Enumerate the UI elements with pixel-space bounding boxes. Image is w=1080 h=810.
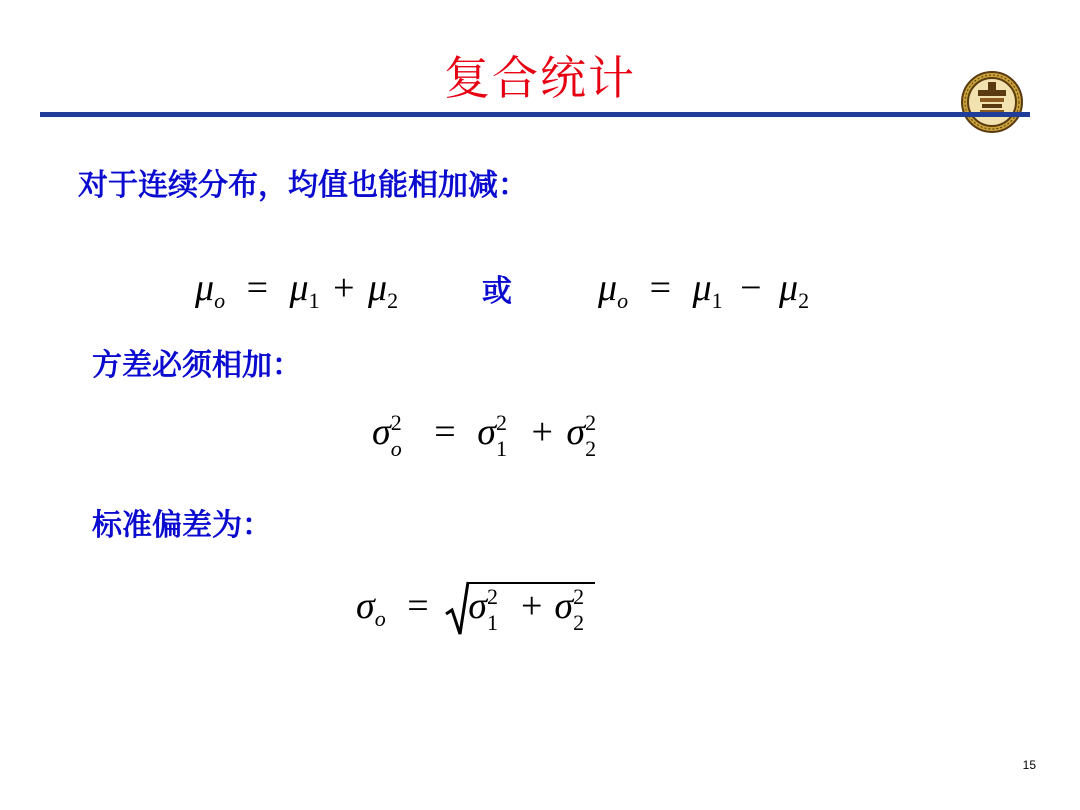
university-seal-icon [960,70,1024,134]
variance-label: 方差必须相加： [92,348,302,383]
page-number: 15 [1022,758,1036,772]
mean-sum-formula: $\mu_o = \mu_1 + \mu_2$ [195,267,399,313]
stddev-formula: $\sigma_o = \sigma$ 2 1 + σ 2 2 [356,580,595,638]
sqrt-sign-icon [444,580,470,638]
variance-formula: σ 2 o = σ 2 1 + σ 2 2 [372,410,597,462]
or-word: 或 [482,274,512,309]
mean-diff-formula: $\mu_o = \mu_1 - \mu_2$ [598,267,810,313]
slide-title: 复合统计 [444,51,636,105]
stddev-label: 标准偏差为： [92,508,272,543]
title-underline [40,112,1030,117]
intro-text: 对于连续分布，均值也能相加减： [78,168,528,203]
